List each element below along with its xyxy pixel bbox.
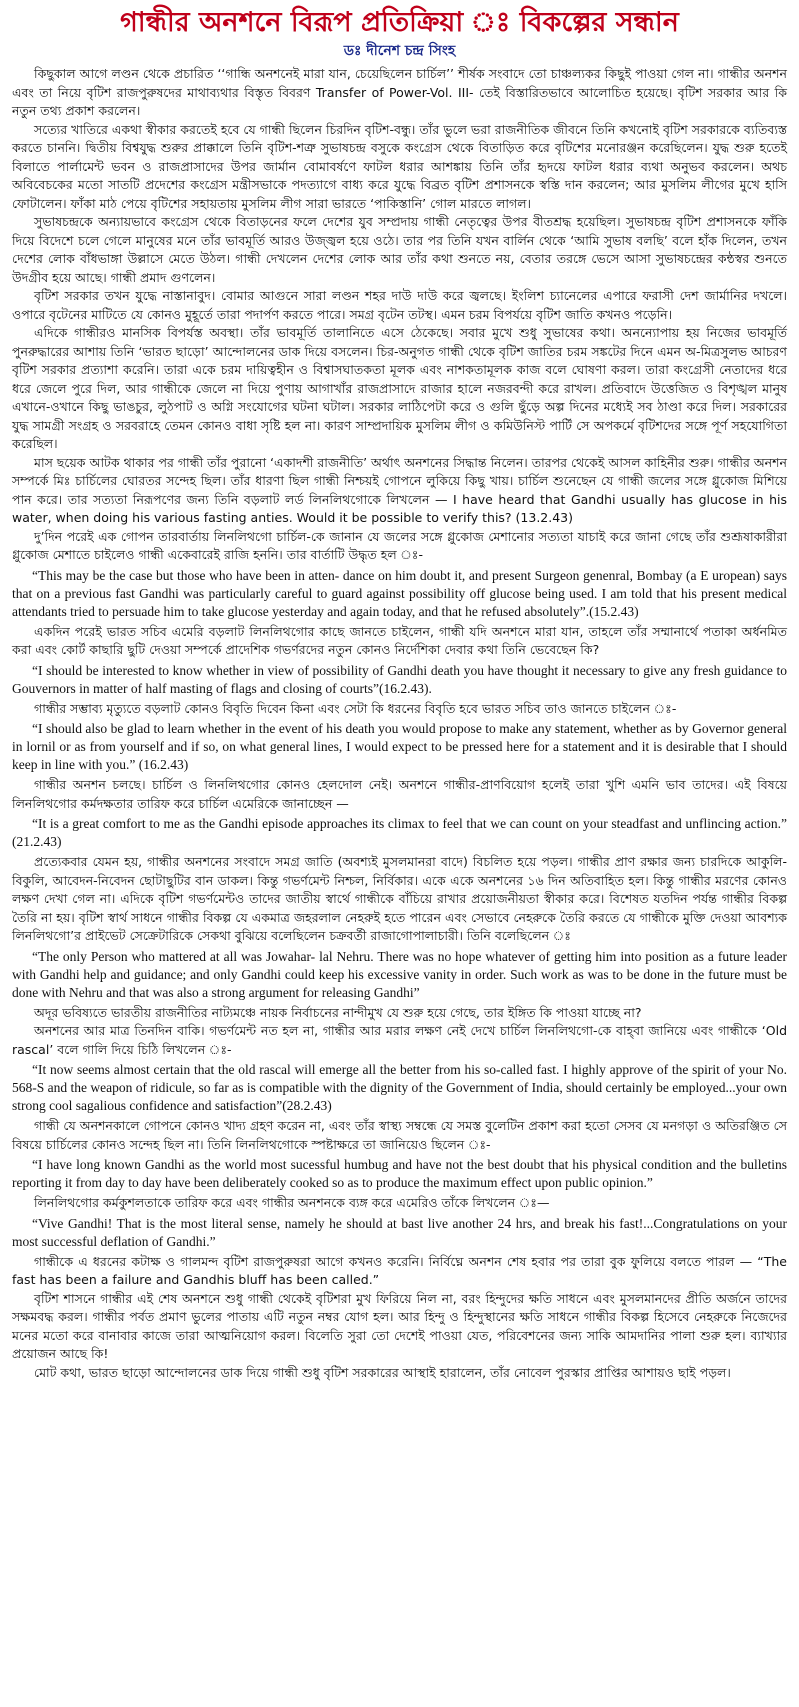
body-paragraph: গান্ধীর সম্ভাব্য মৃত্যুতে বড়লাট কোনও বিবৃতি দিবেন কিনা এবং সেটা কি ধরনের বিবৃতি হবে ভারত সচিব তাও জানতে চাইলেন ঃ- — [34, 700, 677, 716]
quote-paragraph: “The only Person who mattered at all was Jowahar- lal Nehru. There was no hope whatever of getting him into position as a future leader with Gandhi help and guidance; and only Gandhi could keep his excessive vanity in order. Such work as was to be done in the future must be done with Nehru and that was also a strong argument for releasing Gandhi” — [12, 948, 787, 1000]
body-paragraph: সুভাষচন্দ্রকে অন্যায়ভাবে কংগ্রেস থেকে বিতাড়নের ফলে দেশের যুব সম্প্রদায় গান্ধী নেতৃত্বের উপর বীতশ্রদ্ধ হয়েছিল। সুভাষচন্দ্র বৃটিশ প্রশাসনকে ফাঁকি দিয়ে বিদেশে চলে গেলে মানুষের মনে তাঁর ভাবমূর্তি আরও উজ্জ্বল হয়ে ওঠে। তার পর তিনি যখন বার্লিন থেকে ‘আমি সুভাষ বলছি’ বলে হাঁক দিলেন, তখন দেশের লোক বাঁধভাঙ্গা উল্লাসে মেতে উঠল। গান্ধী দেখলেন দেশের লোক আর তাঁর কথা শুনতে নয়, বেতার তরঙ্গে ভেসে আসা সুভাষচন্দ্রের কন্ঠস্বর শুনতে উদগ্রীব হয়ে আছে। গান্ধী প্রমাদ গুণলেন। — [12, 214, 787, 285]
body-paragraph: প্রত্যেকবার যেমন হয়, গান্ধীর অনশনের সংবাদে সমগ্র জাতি (অবশ্যই মুসলমানরা বাদে) বিচলিত হয়ে পড়ল। গান্ধীর প্রাণ রক্ষার জন্য চারদিকে আকুলি-বিকুলি, আবেদন-নিবেদন ছোটাছুটির বান ডাকল। কিন্তু গভর্ণমেন্ট নিশ্চল, নির্বিকার। একে একে অনশনের ১৬ দিন অতিবাহিত হল। কিন্তু গান্ধীর মরণের কোনও লক্ষণ দেখা গেল না। এদিকে বৃটিশ গভর্ণমেন্টও তাদের জাতীয় স্বার্থে গান্ধীকে বাঁচিয়ে রাখার প্রয়োজনীয়তা স্বীকার করে। বিশেষত যতদিন পর্যন্ত গান্ধীর বিকল্প তৈরি না হয়। বৃটিশ স্বার্থ সাধনে গান্ধীর বিকল্প যে একমাত্র জহরলাল নেহরুই হতে পারেন এবং সেভাবে নেহরুকে তৈরি করতে যে গান্ধীকে মুক্তি দেওয়া আবশ্যক লিনলিথগো’র প্রাইভেট সেক্রেটারিকে সেকথা বুঝিয়ে বলেছিলেন চক্রবর্তী রাজাগোপালাচারী। তিনি বলেছিলেন ঃ — [12, 854, 787, 943]
body-paragraph: সত্যের খাতিরে একথা স্বীকার করতেই হবে যে গান্ধী ছিলেন চিরদিন বৃটিশ-বন্ধু। তাঁর ভুলে ভরা রাজনীতিক জীবনে তিনি কখনোই বৃটিশ সরকারকে ব্যতিব্যস্ত করতে চাননি। দ্বিতীয় বিশ্বযুদ্ধ শুরুর প্রাক্কালে তিনি বৃটিশ-শত্রু সুভাষচন্দ্র বসুকে কংগ্রেস থেকে বিতাড়িত করে বৃটিশের মনোরঞ্জন করেছিলেন। যুদ্ধ শুরু হতেই বিলাতে পার্লামেন্ট ভবন ও রাজপ্রাসাদের উপর জার্মান বোমাবর্ষণে ফাটল ধরার আশঙ্কায় তিনি তাঁর হৃদয়ে ফাটল ধরার ব্যথা অনুভব করলেন। অথচ অবিবেচকের মতো সাতটি প্রদেশের কংগ্রেস মন্ত্রীসভাকে পদত্যাগে বাধ্য করে যুদ্ধে বিব্রত বৃটিশ প্রশাসনকে স্বস্তি দান করলেন; আর মুসলিম লীগের মুখে হাসি ফোটালেন। ফাঁকা মাঠ পেয়ে বৃটিশের সহায়তায় মুসলিম লীগ সারা ভারতে ‘পাকিস্তানি’ গোল মারতে লাগল। — [12, 121, 787, 211]
quote-paragraph: “This may be the case but those who have been in atten- dance on him doubt it, and present Surgeon genenral, Bombay (a E uropean) says that on a previous fast Gandhi was particularly careful to guard against possibility off glucose being used. I am told that his present medical attendants tried to persuade him to take glucose yesterday and again today, and that he refused absolutely”.(15.2.43) — [12, 567, 787, 619]
body-paragraph: একদিন পরেই ভারত সচিব এমেরি বড়লাট লিনলিথগোর কাছে জানতে চাইলেন, গান্ধী যদি অনশনে মারা যান, তাহলে তাঁর সম্মানার্থে পতাকা অর্ধনমিত করা এবং কোর্ট কাছারি ছুটি দেওয়া সম্পর্কে প্রাদেশিক গভর্ণরদের নতুন কোনও নির্দেশিকা দেবার কথা তিনি ভেবেছেন কি? — [12, 623, 787, 657]
quote-paragraph: “Vive Gandhi! That is the most literal sense, namely he should at bast live another 24 hrs, and break his fast!...Congratulations on your most successful deflation of Gandhi.” — [12, 1215, 787, 1249]
quote-paragraph: “It now seems almost certain that the old rascal will emerge all the better from his so-called fast. I highly approve of the spirit of your No. 568-S and the weapon of ridicule, so far as is compatible with the dignity of the Government of India, should certainly be employed...your own strong cool sagalious confidence and satisfaction”(28.2.43) — [12, 1062, 787, 1113]
body-paragraph: অনশনের আর মাত্র তিনদিন বাকি। গভর্ণমেন্ট নত হল না, গান্ধীর আর মরার লক্ষণ নেই দেখে চার্চিল লিনলিথগো-কে বাহ্‌বা জানিয়ে এবং গান্ধীকে ‘Old rascal’ বলে গালি দিয়ে চিঠি লিখলেন ঃ- — [12, 1023, 787, 1057]
body-paragraph: গান্ধী যে অনশনকালে গোপনে কোনও খাদ্য গ্রহণ করেন না, এবং তাঁর স্বাস্থ্য সম্বন্ধে যে সমস্ত বুলেটিন প্রকাশ করা হতো সেসব যে মনগড়া ও অতিরঞ্জিত সে বিষয়ে চার্চিলের কোনও সন্দেহ ছিল না। তিনি লিনলিথগোকে স্পষ্টাক্ষরে তা জানিয়েও ছিলেন ঃ- — [12, 1118, 787, 1152]
body-paragraph: গান্ধীকে এ ধরনের কটাক্ষ ও গালমন্দ বৃটিশ রাজপুরুষরা আগে কখনও করেনি। নির্বিঘ্নে অনশন শেষ হবার পর তারা বুক ফুলিয়ে বলতে পারল — “The fast has been a failure and Gandhis bluff has been called.” — [12, 1253, 787, 1287]
body-paragraph: দু’দিন পরেই এক গোপন তারবার্তায় লিনলিথগো চার্চিল-কে জানান যে জলের সঙ্গে গ্লুকোজ মেশানোর সত্যতা যাচাই করে জানা গেছে তাঁর শুশ্রূষাকারীরা গ্লুকোজ মেশাতে চাইলেও গান্ধী একেবারেই রাজি হননি। তার বার্তাটি উদ্ধৃত হল ঃ- — [12, 528, 787, 562]
quote-paragraph: “I should also be glad to learn whether in the event of his death you would propose to make any statement, whether as by Governor general in lornil or as from yourself and if so, on what general lines, I would expect to be pressed here for a statement and it is desirable that I should keep in line with you.” (16.2.43) — [12, 721, 787, 772]
article-body — [12, 65, 787, 1382]
article-title: গান্ধীর অনশনে বিরূপ প্রতিক্রিয়া ঃ বিকল্পের সন্ধান — [120, 7, 679, 38]
body-paragraph: কিছুকাল আগে লণ্ডন থেকে প্রচারিত ‘‘গান্ধি অনশনেই মারা যান, চেয়েছিলেন চার্চিল’’ শীর্ষক সংবাদে তো চাঞ্চল্যকর কিছুই পাওয়া গেল না। গান্ধীর অনশন এবং তা নিয়ে বৃটিশ রাজপুরুষদের মাথাব্যথার বিস্তৃত বিবরণ Transfer of Power-Vol. III- তেই বিস্তারিতভাবে আলোচিত হয়েছে। বৃটিশ সরকার আর কি নতুন তথ্য প্রকাশ করলেন। — [12, 66, 787, 118]
quote-paragraph: “It is a great comfort to me as the Gandhi episode approaches its climax to feel that we can count on your steadfast and unflincing action.” (21.2.43) — [12, 816, 787, 849]
quote-paragraph: “I have long known Gandhi as the world most sucessful humbug and have not the best doubt that his physical condition and the bulletins reporting it from day to day have been deliberately cooked so as to produce the maximum effect upon public opinion.” — [12, 1157, 787, 1190]
body-paragraph: মোট কথা, ভারত ছাড়ো আন্দোলনের ডাক দিয়ে গান্ধী শুধু বৃটিশ সরকারের আস্থাই হারালেন, তাঁর নোবেল পুরস্কার প্রাপ্তির আশায়ও ছাই পড়ল। — [34, 1364, 731, 1380]
article-author: ডঃ দীনেশ চন্দ্র সিংহ — [343, 43, 456, 59]
body-paragraph: অদূর ভবিষ্যতে ভারতীয় রাজনীতির নাট্যমঞ্চে নায়ক নির্বাচনের নান্দীমুখ যে শুরু হয়ে গেছে, তার ইঙ্গিত কি পাওয়া যাচ্ছে না? — [34, 1004, 642, 1020]
body-paragraph: বৃটিশ শাসনে গান্ধীর এই শেষ অনশনে শুধু গান্ধী থেকেই বৃটিশরা মুখ ফিরিয়ে নিল না, বরং হিন্দুদের ক্ষতি সাধনে এবং মুসলমানদের প্রীতি অর্জনে তাদের সক্ষমবদ্ধ করল। গান্ধীর পর্বত প্রমাণ ভুলের পাতায় এটি নতুন নম্বর যোগ হল। আর হিন্দু ও হিন্দুস্থানের ক্ষতি সাধনে গান্ধীর বিকল্প হিসেবে নেহরুকে নিজেদের মনের মতো করে বানাবার কাজে তারা আত্মনিয়োগ করল। বিলেতি সুরা তো দেশেই পাওয়া যেত, পরিবেশনের জন্য সাকি আমদানির পালা শুরু হল। ব্যাখ্যার প্রয়োজন আছে কি! — [12, 1290, 787, 1361]
body-paragraph: গান্ধীর অনশন চলছে। চার্চিল ও লিনলিথগোর কোনও হেলদোল নেই। অনশনে গান্ধীর-প্রাণবিয়োগ হলেই তারা খুশি এমনি ভাব তাদের। এই বিষয়ে লিনলিথগোর কর্মদক্ষতার তারিফ করে চার্চিল এমেরিকে জানাচ্ছেন — — [12, 777, 787, 811]
body-paragraph: মাস ছয়েক আটক থাকার পর গান্ধী তাঁর পুরানো ‘একাদশী রাজনীতি’ অর্থাৎ অনশনের সিদ্ধান্ত নিলেন। তারপর থেকেই আসল কাহিনীর শুরু। গান্ধীর অনশন সম্পর্কে মিঃ চার্চিলের ঘোরতর সন্দেহ ছিল। তাঁর ধারণা ছিল গান্ধী নিশ্চয়ই গোপনে লুকিয়ে কিছু খায়। চার্চিল শুনেছেন যে গান্ধী জলের সঙ্গে গ্লুকোজ মিশিয়ে পান করে। তার সত্যতা নিরূপণের জন্য তিনি বড়লাট লর্ড লিনলিথগোকে লিখলেন — I have heard that Gandhi usually has glucose in his water, when doing his various fasting anties. Would it be possible to verify this? (13.2.43) — [12, 454, 787, 525]
body-paragraph: বৃটিশ সরকার তখন যুদ্ধে নাস্তানাবুদ। বোমার আগুনে সারা লণ্ডন শহর দাউ দাউ করে জ্বলছে। ইংলিশ চ্যানেলের এপারে ফরাসী দেশ জার্মানির দখলে। ওপারে বৃটেনের মাটিতে যে কোনও মুহূর্তে তারা পদার্পণ করতে পারে। সমগ্র বৃটেন তটস্থ। এমন চরম বিপর্যয়ে বৃটিশ জাতি কখনও পড়েনি। — [12, 288, 787, 322]
body-paragraph: লিনলিথগোর কর্মকুশলতাকে তারিফ করে এবং গান্ধীর অনশনকে ব্যঙ্গ করে এমেরিও তাঁকে লিখলেন ঃ— — [34, 1195, 550, 1210]
quote-paragraph: “I should be interested to know whether in view of possibility of Gandhi death you have thought it necessary to give any fresh guidance to Gouvernors in matter of half masting of flags and closing of courts”(16.2.43). — [12, 662, 787, 696]
body-paragraph: এদিকে গান্ধীরও মানসিক বিপর্যস্ত অবস্থা। তাঁর ভাবমূর্তি তালানিতে এসে ঠেকেছে। সবার মুখে শুধু সুভাষের কথা। অনন্যোপায় হয় নিজের ভাবমূর্তি পুনরুদ্ধারের আশায় তিনি ‘ভারত ছাড়ো’ আন্দোলনের ডাক দিয়ে বসলেন। চির-অনুগত গান্ধী থেকে বৃটিশ জাতির চরম সঙ্কটের দিনে এমন অ-মিত্রসুলভ আচরণ বৃটিশ সরকার প্রত্যাশা করেনি। তারা একে চরম দায়িত্বহীন ও বিশ্বাসঘাতকতা মূলক এবং নাশকতামূলক কাজ বলে ঘোষণা করল। তারা কংগ্রেসী নেতাদের ধরে ধরে জেলে পুরে দিল, আর গান্ধীকে জেলে না দিয়ে পুণায় আগাখাঁর রাজপ্রাসাদে রাজার হালে নজরবন্দী করে রাখল। প্রতিবাদে উত্তেজিত ও বিশৃঙ্খল মানুষ এখানে-ওখানে কিছু ভাঙচুর, লুঠপাট ও অগ্নি সংযোগের ঘটনা ঘটাল। সরকার লাঠিপেটা করে ও গুলি ছুঁড়ে অল্প দিনের মধ্যেই সব ঠাণ্ডা করে দিল। সরকারের যুদ্ধ সামগ্রী সংগ্রহ ও সরবরাহে তেমন কোনও বাধা সৃষ্টি হল না। কারণ সাম্প্রদায়িক মুসলিম লীগ ও কমিউনিস্ট পার্টি সে অপকর্মে বৃটিশদের সঙ্গে পূর্ণ সহযোগিতা করেছিল। — [12, 325, 787, 451]
